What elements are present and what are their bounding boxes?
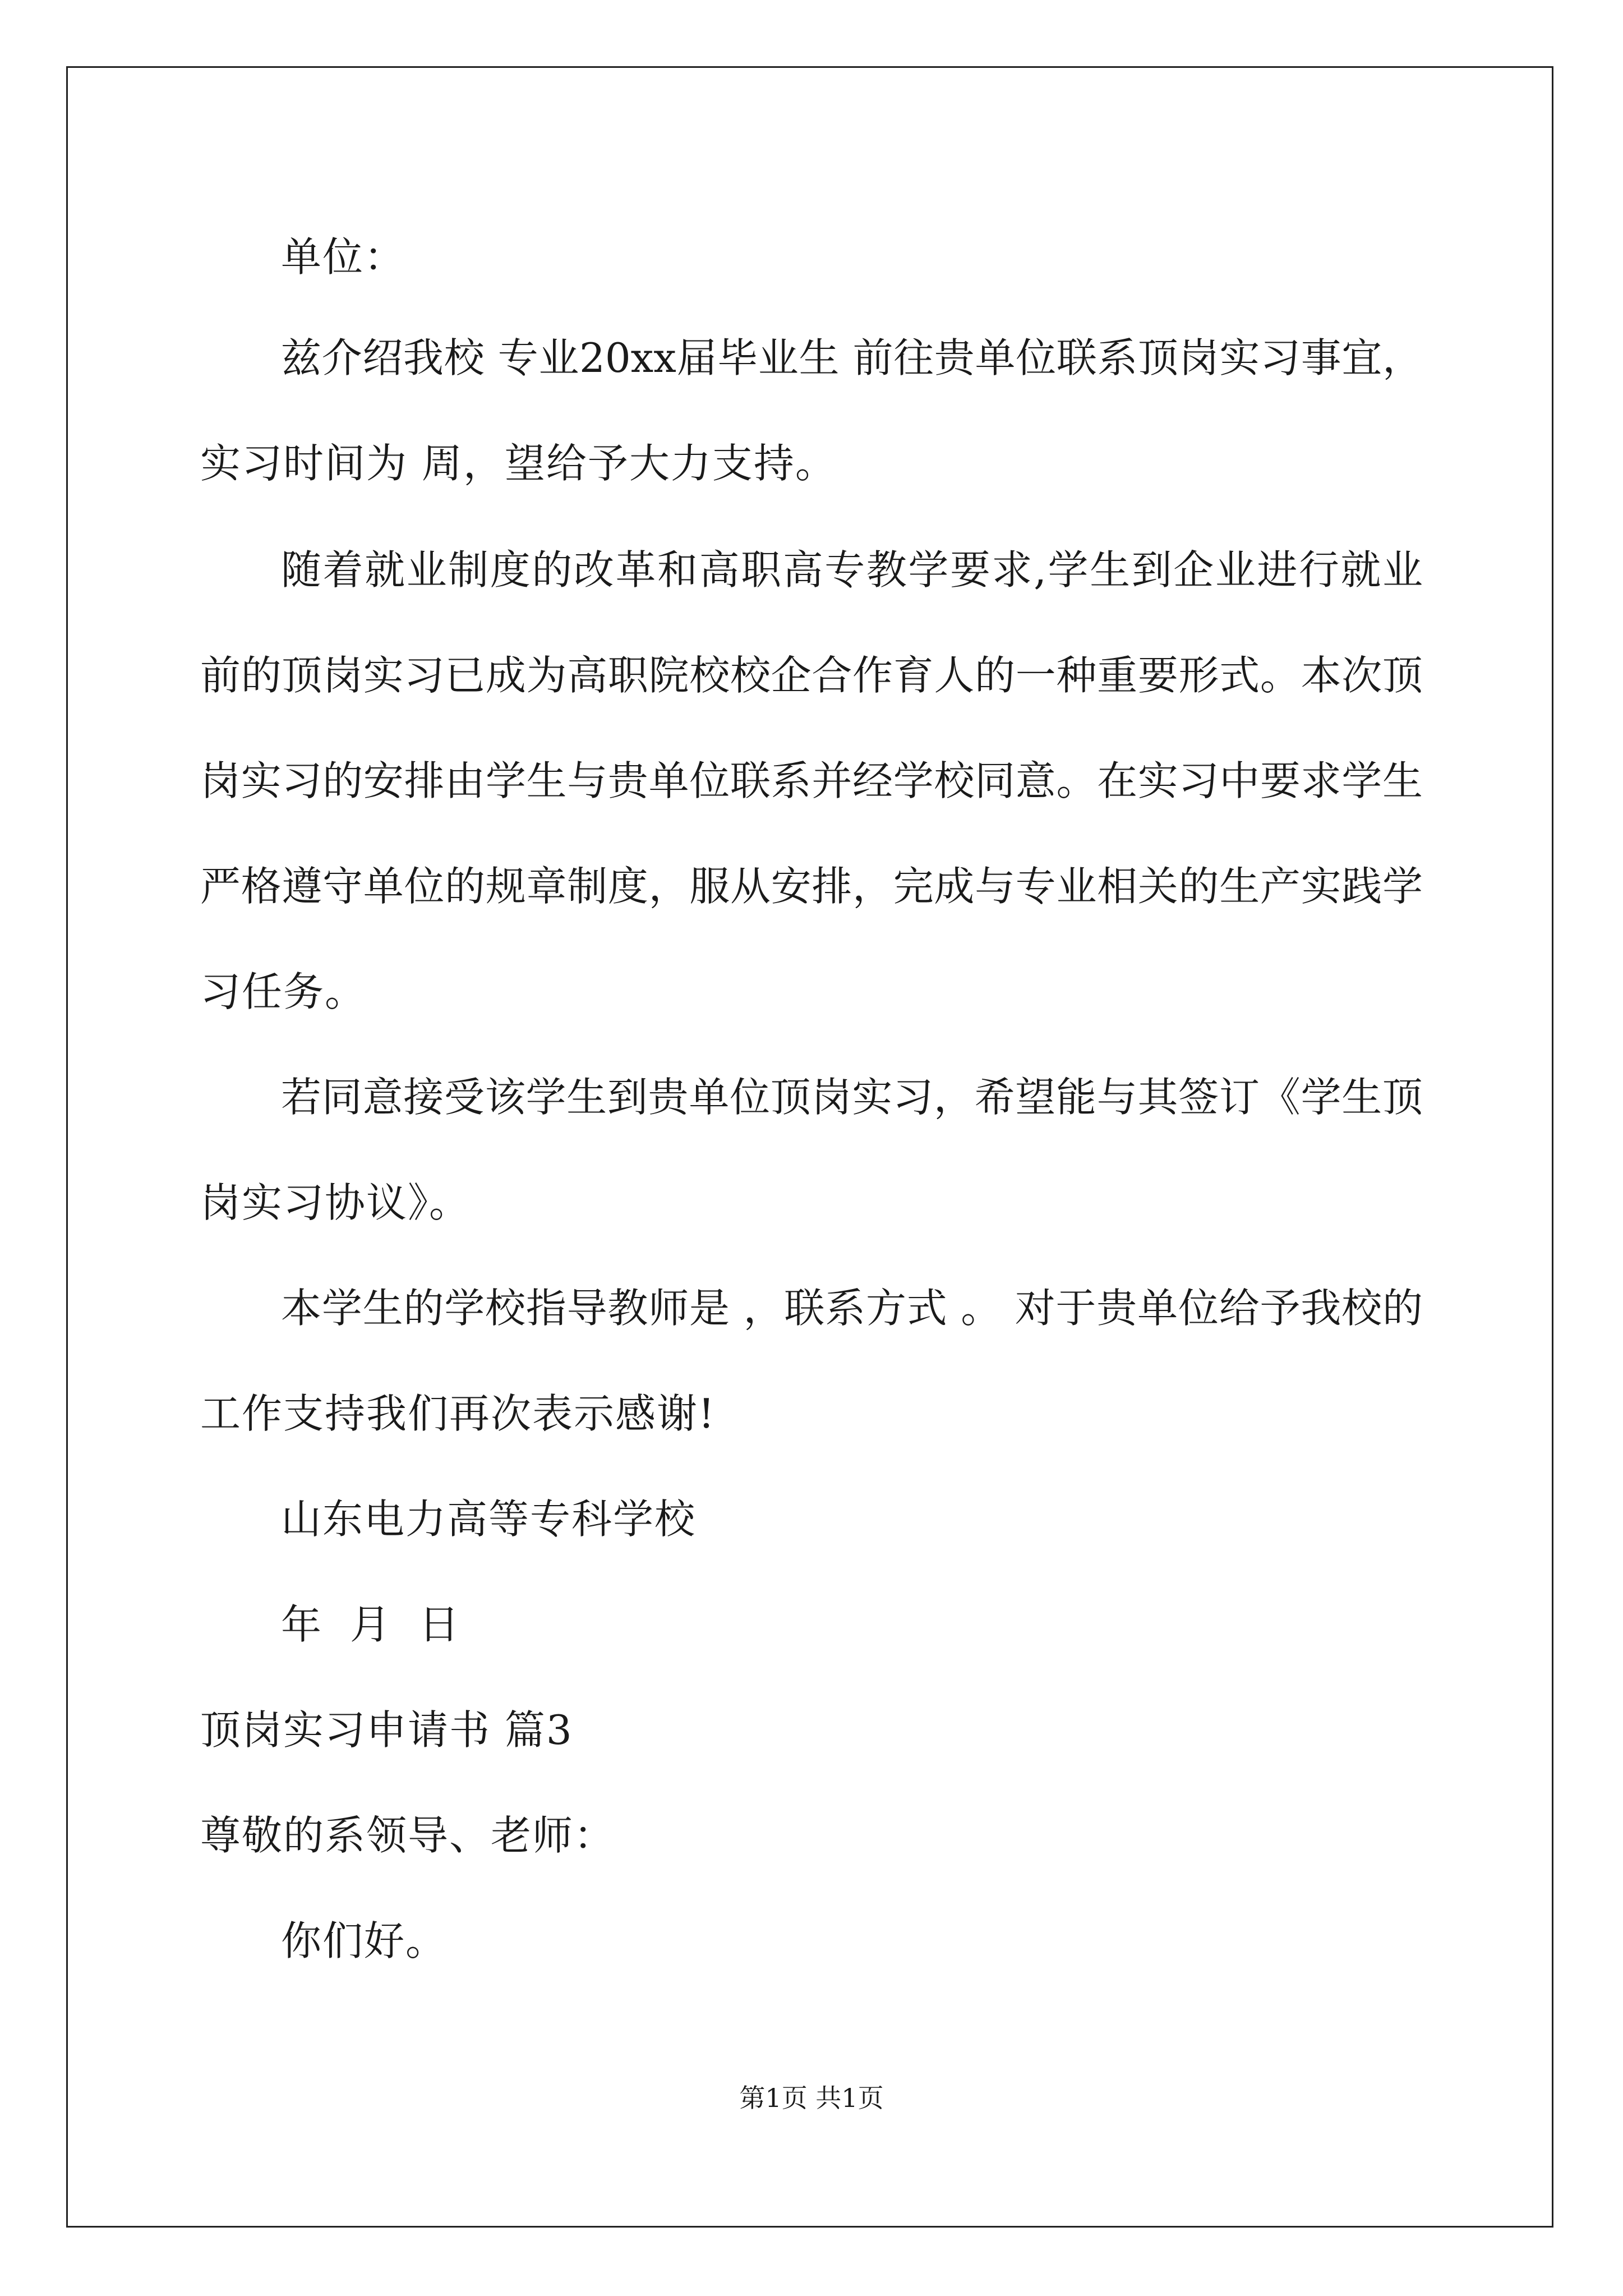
paragraph-line: 严格遵守单位的规章制度，服从安排，完成与专业相关的生产实践学	[200, 863, 1423, 910]
paragraph-line: 前的顶岗实习已成为高职院校校企合作育人的一种重要形式。本次顶	[200, 652, 1423, 699]
page-number-footer: 第1页 共1页	[739, 2083, 884, 2113]
paragraph-line: 随着就业制度的改革和高职高专教学要求,学生到企业进行就业	[281, 546, 1423, 593]
salutation-line: 尊敬的系领导、老师：	[200, 1812, 616, 1859]
addressee-line: 单位：	[281, 233, 406, 280]
signature-school: 山东电力高等专科学校	[281, 1496, 697, 1543]
paragraph-line: 工作支持我们再次表示感谢!	[200, 1390, 716, 1437]
paragraph-line: 岗实习协议》。	[200, 1179, 471, 1226]
paragraph-line: 本学生的学校指导教师是 ，联系方式 。 对于贵单位给予我校的	[281, 1285, 1423, 1332]
signature-date: 年 月 日	[281, 1601, 467, 1648]
paragraph-line: 若同意接受该学生到贵单位顶岗实习，希望能与其签订《学生顶	[281, 1074, 1423, 1121]
paragraph-line: 岗实习的安排由学生与贵单位联系并经学校同意。在实习中要求学生	[200, 757, 1423, 804]
greeting-line: 你们好。	[281, 1917, 448, 1964]
page-border	[66, 66, 1553, 2228]
paragraph-line: 习任务。	[200, 968, 367, 1015]
section-heading: 顶岗实习申请书 篇3	[200, 1706, 573, 1754]
paragraph-line: 兹介绍我校 专业20xx届毕业生 前往贵单位联系顶岗实习事宜，	[281, 334, 1423, 381]
paragraph-line: 实习时间为 周，望给予大力支持。	[200, 440, 837, 487]
